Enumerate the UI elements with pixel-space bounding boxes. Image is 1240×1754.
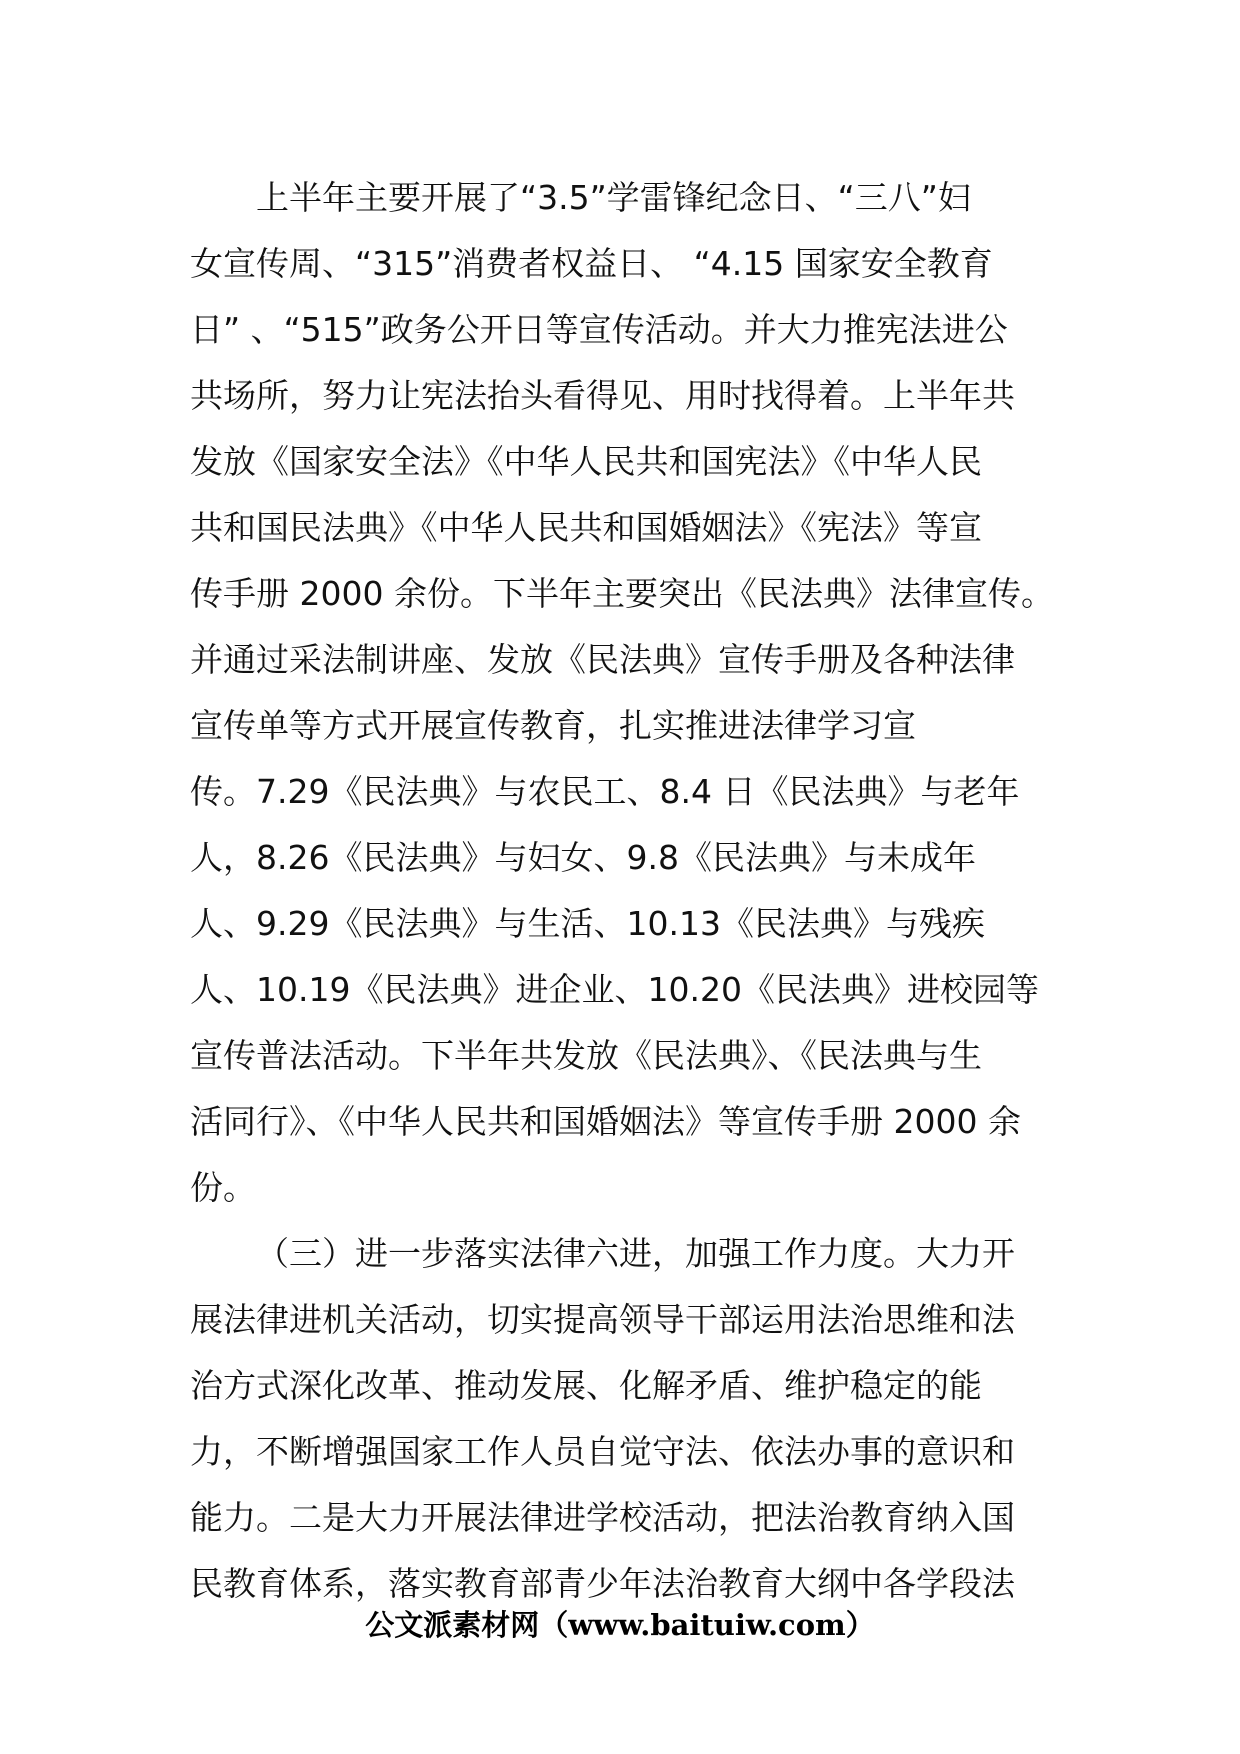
footer-watermark-text: 公文派素材网（www.baituiw.com） bbox=[365, 1608, 875, 1642]
paragraph-line: 人，8.26《民法典》与妇女、9.8《民法典》与未成年 bbox=[190, 838, 976, 877]
paragraph-line: 民教育体系，落实教育部青少年法治教育大纲中各学段法 bbox=[190, 1564, 1015, 1603]
paragraph-line: 人、9.29《民法典》与生活、10.13《民法典》与残疾 bbox=[190, 904, 985, 943]
paragraph-line: 人、10.19《民法典》进企业、10.20《民法典》进校园等 bbox=[190, 970, 1039, 1009]
paragraph-line: 上半年主要开展了“3.5”学雷锋纪念日、“三八”妇 bbox=[256, 178, 971, 217]
paragraph-line: 传。7.29《民法典》与农民工、8.4 日《民法典》与老年 bbox=[190, 772, 1020, 811]
paragraph-line: 共和国民法典》《中华人民共和国婚姻法》《宪法》等宣 bbox=[190, 508, 982, 547]
paragraph-line: 宣传单等方式开展宣传教育，扎实推进法律学习宣 bbox=[190, 706, 916, 745]
paragraph-line: 力，不断增强国家工作人员自觉守法、依法办事的意识和 bbox=[190, 1432, 1015, 1471]
paragraph-line: 女宣传周、“315”消费者权益日、 “4.15 国家安全教育 bbox=[190, 244, 993, 283]
paragraph-line: 并通过采法制讲座、发放《民法典》宣传手册及各种法律 bbox=[190, 640, 1015, 679]
paragraph-line: （三）进一步落实法律六进，加强工作力度。大力开 bbox=[256, 1234, 1015, 1273]
paragraph-line: 份。 bbox=[190, 1168, 256, 1207]
paragraph-line: 活同行》、《中华人民共和国婚姻法》等宣传手册 2000 余 bbox=[190, 1102, 1021, 1141]
paragraph-line: 能力。二是大力开展法律进学校活动，把法治教育纳入国 bbox=[190, 1498, 1015, 1537]
paragraph-line: 发放《国家安全法》《中华人民共和国宪法》《中华人民 bbox=[190, 442, 982, 481]
paragraph-line: 宣传普法活动。下半年共发放《民法典》、《民法典与生 bbox=[190, 1036, 982, 1075]
paragraph-line: 治方式深化改革、推动发展、化解矛盾、维护稳定的能 bbox=[190, 1366, 982, 1405]
paragraph-line: 展法律进机关活动，切实提高领导干部运用法治思维和法 bbox=[190, 1300, 1015, 1339]
paragraph-line: 共场所，努力让宪法抬头看得见、用时找得着。上半年共 bbox=[190, 376, 1015, 415]
paragraph-line: 传手册 2000 余份。下半年主要突出《民法典》法律宣传。 bbox=[190, 574, 1054, 613]
paragraph-line: 日” 、“515”政务公开日等宣传活动。并大力推宪法进公 bbox=[190, 310, 1008, 349]
